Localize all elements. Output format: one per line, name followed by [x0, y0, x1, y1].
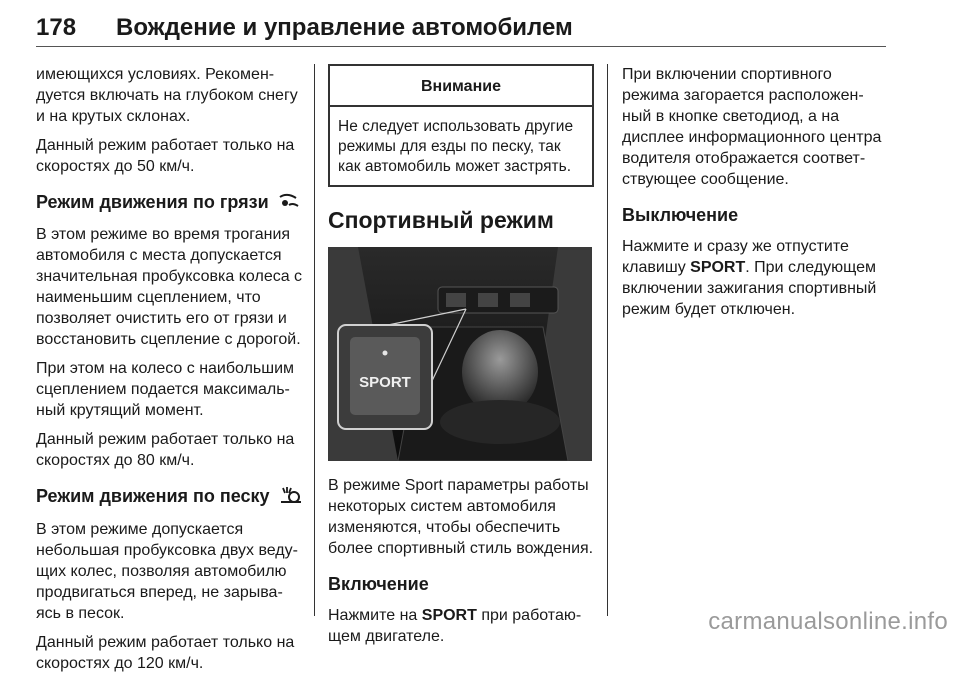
column-right	[622, 64, 892, 328]
activation-heading: Включение	[328, 574, 429, 594]
sport-button-photo	[328, 247, 592, 461]
mud-mode-heading-text: Режим движения по грязи	[36, 192, 269, 212]
sport-mode-heading: Спортивный режим	[328, 207, 554, 233]
activation-text-end: при работаю-щем двигателе.	[328, 607, 582, 645]
activation-text-start: Нажмите на	[328, 607, 422, 624]
column-middle	[328, 64, 596, 655]
mud-mode-heading	[36, 191, 306, 214]
watermark: carmanualsonline.info	[708, 608, 948, 635]
page-number: 178	[36, 14, 77, 41]
led-paragraph: При включении спортивного режима загорается расположен-ный в кнопке светодиод, а на дисплее информационного центра водителя отображается соответ-ствующее сообщение.	[622, 66, 882, 188]
column-divider-right	[607, 64, 608, 616]
sand-mode-heading-text: Режим движения по песку	[36, 486, 270, 507]
deactivation-paragraph	[622, 236, 892, 320]
sand-mode-heading	[36, 485, 306, 509]
column-left	[36, 64, 306, 682]
page-header	[36, 8, 886, 47]
deactivation-text-start: Нажмите и сразу же отпустите клавишу	[622, 238, 849, 276]
deactivation-text-end: . При следующем включении зажигания спортивный режим будет отключен.	[622, 259, 877, 318]
sport-button-label: SPORT	[359, 374, 411, 391]
mud-mode-paragraph-1: В этом режиме во время трогания автомобиля с места допускается значительная пробуксовка колеса с наименьшим сцеплением, что позволяет очистить его от грязи и восстановить сцепление с дорогой.	[36, 226, 303, 349]
page-title: Вождение и управление автомобилем	[116, 14, 573, 41]
speed-limit-50: Данный режим работает только на скоростях до 50 км/ч.	[36, 137, 295, 175]
column-divider-left	[314, 64, 315, 616]
intro-paragraph: имеющихся условиях. Рекомен-дуется включать на глубоком снегу и на крутых склонах.	[36, 66, 298, 125]
mud-mode-icon	[278, 192, 300, 214]
sand-mode-icon	[279, 486, 303, 509]
warning-text: Не следует использовать другие режимы для езды по песку, так как автомобиль может застрять.	[338, 118, 574, 175]
sport-mode-paragraph: В режиме Sport параметры работы некоторых систем автомобиля изменяются, чтобы обеспечить более спортивный стиль вождения.	[328, 477, 594, 557]
warning-box	[328, 64, 594, 187]
mud-mode-paragraph-2: При этом на колесо с наибольшим сцеплением подается максималь-ный крутящий момент.	[36, 360, 295, 420]
sand-mode-paragraph-2: Данный режим работает только на скоростях до 120 км/ч.	[36, 634, 295, 672]
mud-mode-paragraph-3: Данный режим работает только на скоростях до 80 км/ч.	[36, 431, 295, 470]
warning-title: Внимание	[330, 66, 592, 107]
deactivation-heading: Выключение	[622, 205, 739, 225]
sand-mode-paragraph-1: В этом режиме допускается небольшая пробуксовка двух веду-щих колес, позволяя автомобилю продвигаться вперед, не зарыва-ясь в песок.	[36, 521, 298, 622]
activation-paragraph	[328, 605, 596, 647]
sport-key-name: SPORT	[421, 607, 477, 624]
sport-key-name-2: SPORT	[690, 259, 746, 276]
